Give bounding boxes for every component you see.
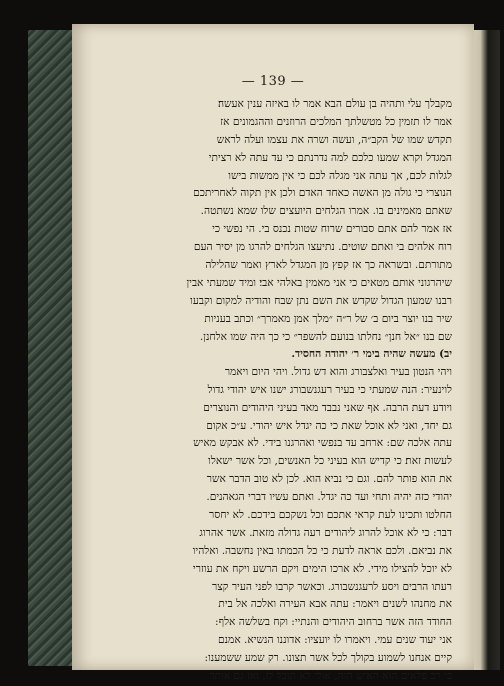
text-line: המגדל וקרא שמעו כלכם למה נדרנתם כי עד עתה לא רציתי [208, 151, 452, 164]
page-number: — 139 — [241, 74, 305, 89]
text-line: את נביאם. ולכם אראה לדעת כי כל הכמתו באין נחשבה. ואלהיו [192, 544, 452, 557]
text-line: אני יעוד שנים עמי. ויאמרו לו יועציו: אדוננו הנשיא. אמנם [217, 634, 452, 647]
text-line: לוינעיר: הנה שמעתי כי בעיר רעגנשבורג ישנו איש יהודי גדול [207, 383, 452, 396]
text-line: גם יחד, ואני לא אוכל שאת כי כה יגדל איש יהודי. ע״כ אקום [206, 419, 452, 432]
text-line: לא יוכל להצילו מידי. לא ארכו הימים ויקם הרשע ויקח את עוזרי [192, 562, 452, 575]
text-line: קיים אנחנו לשמוע בקולך לכל אשר תצונו. רק שמע ששמענו: [204, 652, 452, 665]
text-line: החלטו ותכינו לעת קראי אתכם וכל נשקכם בידכם. לא יחסר [208, 509, 452, 522]
text-line: לעשות זאת׃ כי קדיש הוא בעיני כל האנשים, וכל אשר ישאלו [208, 455, 452, 468]
text-line: רעתו הרבים ויסע לרעגנשבורג. וכאשר קרבו לפני העיר קצר [212, 580, 452, 593]
text-line: אז אמר להם אתם סבורים שרוח שטות נכנס בי. הי נפשי כי [212, 223, 452, 236]
text-line: מקבלך עלי ותהיה בן עולם הבא׃ אמר לו באיזה ענין אעשה׃ [217, 98, 452, 110]
text-line: יהודי כזה יהיה ותחי ועד כה יגדל. ואתם עשיו דברי הגאהנים. [206, 491, 452, 504]
text-line: לגלות לכם, אך עתה אני מגלה לכם כי אין ממשות בישו [228, 169, 452, 182]
text-line: רבנו שמעון הגדול שקדש את השם נתן שבח והודיה למקום וקבעו [190, 294, 452, 307]
text-line: רוח אלהים בי ואתם שוטים. נתיעצו הגלחים להרגו מן יסיר העם [193, 241, 452, 254]
text-line: ויודע דעת הרבה. אף שאני נבבד מאד בעיני היהודים והנוצרים [203, 401, 452, 414]
facing-page-edge [470, 30, 500, 670]
text-line: כי רב פלאים הוא האיש הזה, אולי לא תוכל לו, ואז גם אותך [209, 670, 452, 683]
text-line: שם בנו ״אל חנן״ נחלתו בנועם להשפר״ כי כך היה שמו אלחנן. [199, 330, 452, 343]
text-line: אמר לו תזמין כל מטשלתך המלכים הרוזנים וההגמונים אז [220, 115, 452, 128]
text-line: החודד הזה אשר ברחוב היהודים והנתיי: וקח בשלשה אלף: [215, 616, 452, 629]
text-line: עתה אלכה שם: ארחב עד בנפשי ואהרגנו בידי. לא אבקש מאיש [193, 437, 452, 450]
text-line: ויהי הנטון בעיר ואלצבורג והוא דש גדול. ויהי היום ויאמר [224, 365, 452, 378]
text-line: שיהרגוני אותם מטאים כי אני מאמין באלהי אבי׃ ומיד שמעתי אבין [186, 276, 452, 289]
text-line: תקדש שמו של הקב״ה, ועשה ושרה את עצמו ועלה לראש [216, 133, 452, 146]
text-line: את הוא פותר להם. וגם כי נביא הוא. לכן לא טוב הדבר אשר [206, 473, 452, 486]
text-line: שאתם מאמינים בו. אמרו הגלחים היועצים שלו שמא נשתטה. [200, 205, 452, 218]
text-line: שיר בנו יוצר ביום ב׳ של ר״ה ״מלך אמן מאמרך״ וכתב בעניות [204, 312, 452, 325]
section-heading: יב) מעשה שהיה בימי ר׳ יהודה החסיד. [291, 348, 452, 360]
text-line: את מחנהו לשנים ויאמר: עתה אבא העירה ואלכה אל בית [218, 598, 452, 611]
text-line: הנוצרי כי גולה מן האשה כאחד האדם ולכן אין תקוה לאחריתכם [193, 187, 452, 200]
book-page [72, 24, 474, 683]
paragraph-1 [102, 96, 452, 346]
paragraph-2 [102, 346, 452, 686]
text-line: דבר: כי לא אוכל להרוג ליהודים רעה גדולה מזאת. אשר אהרוג [199, 526, 452, 539]
text-line: מתורתם. ובשראה כך אז קפץ מן המגדל לארץ ואמר שהלילה [205, 259, 452, 272]
